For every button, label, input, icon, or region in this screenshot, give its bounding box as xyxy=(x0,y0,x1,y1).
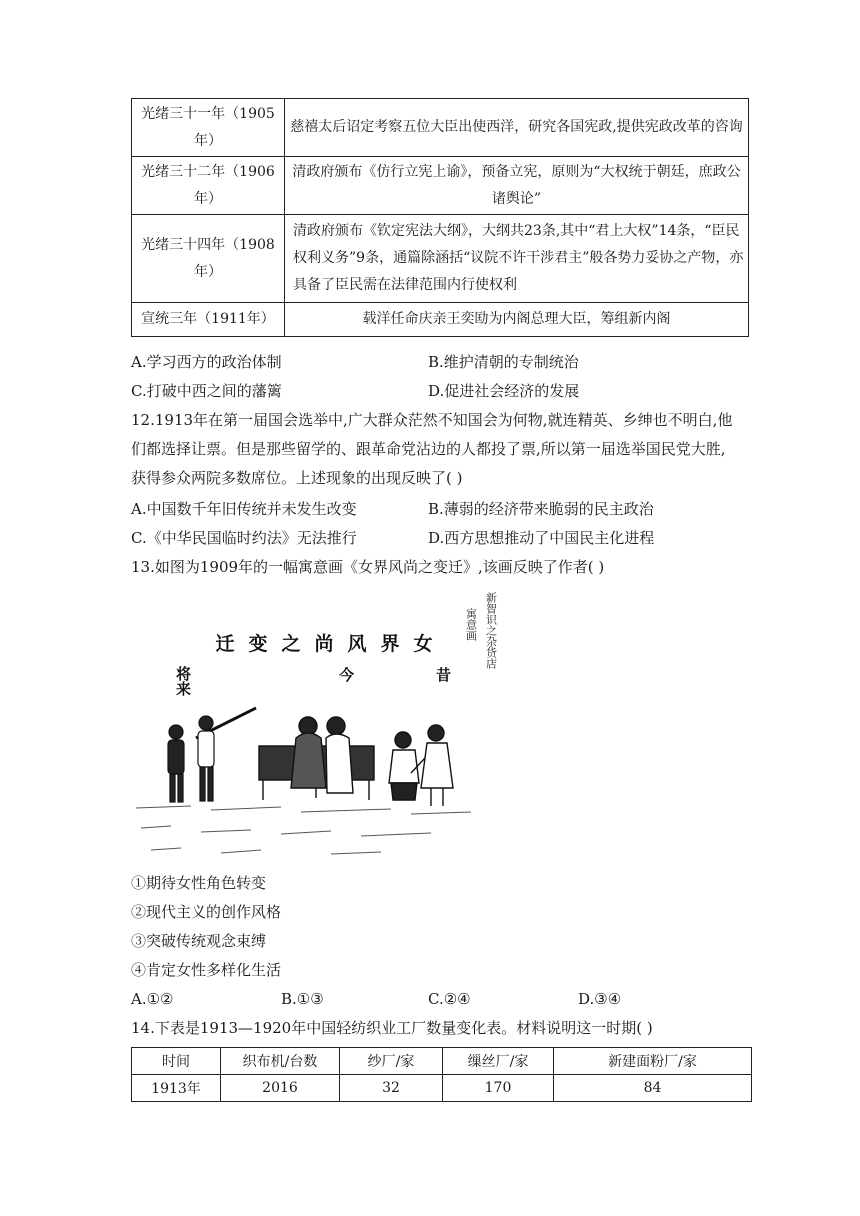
table-row xyxy=(132,215,749,303)
table-cell-event: 载洋任命庆亲王奕劻为内阁总理大臣，筹组新内阁 xyxy=(285,303,749,337)
table-row xyxy=(132,1075,752,1102)
constitution-timeline-table xyxy=(131,98,749,337)
textile-factory-table xyxy=(131,1047,752,1102)
picture-side-caption: 新智识之杂货店 xyxy=(484,592,498,669)
allegorical-picture xyxy=(131,588,501,860)
q12-option-c: C.《中华民国临时约法》无法推行 xyxy=(131,529,357,547)
q12-option-d: D.西方思想推动了中国民主化进程 xyxy=(428,529,655,547)
header-cell: 缫丝厂/家 xyxy=(443,1048,554,1075)
table-row xyxy=(132,157,749,215)
q12-option-a: A.中国数千年旧传统并未发生改变 xyxy=(131,500,357,518)
table-cell-time: 光绪三十一年（1905年） xyxy=(132,99,285,157)
table-cell-time: 宣统三年（1911年） xyxy=(132,303,285,337)
q13-option-c: C.②④ xyxy=(428,990,471,1008)
table-cell: 2016 xyxy=(221,1075,340,1102)
table-cell: 32 xyxy=(340,1075,443,1102)
figures-with-rifle xyxy=(168,708,256,802)
q12-stem-line1: 12.1913年在第一届国会选举中,广大群众茫然不知国会为何物,就连精英、乡绅也不明白,他 xyxy=(131,411,733,429)
picture-label-now: 今 xyxy=(339,666,355,684)
q14-stem: 14.下表是1913—1920年中国轻纺织业工厂数量变化表。材料说明这一时期( ) xyxy=(131,1019,653,1037)
picture-label-future: 将来 xyxy=(174,666,192,696)
picture-title: 女界风尚之变迁 xyxy=(215,633,447,655)
header-cell: 时间 xyxy=(132,1048,221,1075)
table-header-row xyxy=(132,1048,752,1075)
q13-stem: 13.如图为1909年的一幅寓意画《女界风尚之变迁》,该画反映了作者( ) xyxy=(131,558,605,576)
q11-option-a: A.学习西方的政治体制 xyxy=(131,353,282,371)
ground-strokes xyxy=(136,806,471,854)
table-cell-event: 慈禧太后诏定考察五位大臣出使西洋，研究各国宪政,提供宪政改革的咨询 xyxy=(285,99,749,157)
q13-option-b: B.①③ xyxy=(281,990,324,1008)
q11-option-c: C.打破中西之间的藩篱 xyxy=(131,382,282,400)
table-cell: 84 xyxy=(554,1075,752,1102)
header-cell: 纱厂/家 xyxy=(340,1048,443,1075)
table-cell: 170 xyxy=(443,1075,554,1102)
table-cell: 1913年 xyxy=(132,1075,221,1102)
q13-statement-3: ③突破传统观念束缚 xyxy=(131,932,267,950)
q11-option-b: B.维护清朝的专制统治 xyxy=(428,353,579,371)
bench-couple xyxy=(259,717,374,800)
q12-stem-line2: 们都选择让票。但是那些留学的、跟革命党沾边的人都投了票,所以第一届选举国民党大胜, xyxy=(131,440,726,458)
q13-statement-4: ④肯定女性多样化生活 xyxy=(131,961,282,979)
q11-option-d: D.促进社会经济的发展 xyxy=(428,382,580,400)
header-cell: 新建面粉厂/家 xyxy=(554,1048,752,1075)
table-cell-event: 清政府颁布《钦定宪法大纲》，大纲共23条,其中“君上大权”14条，“臣民权利义务”9条，通篇除涵括“议院不许干涉君主”般各势力妥协之产物，亦具备了臣民需在法律范围内行使权利 xyxy=(285,215,749,303)
picture-label-past: 昔 xyxy=(436,666,452,684)
figures-traditional xyxy=(389,725,453,806)
q13-statement-1: ①期待女性角色转变 xyxy=(131,874,267,892)
table-cell-time: 光绪三十四年（1908年） xyxy=(132,215,285,303)
picture-side-caption: 寓意画 xyxy=(464,608,478,641)
q13-statement-2: ②现代主义的创作风格 xyxy=(131,903,282,921)
table-cell-event: 清政府颁布《仿行立宪上谕》，预备立宪，原则为“大权统于朝廷，庶政公诸舆论” xyxy=(285,157,749,215)
table-row xyxy=(132,99,749,157)
q12-stem-line3: 获得参众两院多数席位。上述现象的出现反映了( ) xyxy=(131,469,463,487)
table-cell-time: 光绪三十二年（1906年） xyxy=(132,157,285,215)
table-row xyxy=(132,303,749,337)
q13-option-a: A.①② xyxy=(131,990,174,1008)
q13-option-d: D.③④ xyxy=(578,990,622,1008)
header-cell: 织布机/台数 xyxy=(221,1048,340,1075)
q12-option-b: B.薄弱的经济带来脆弱的民主政治 xyxy=(428,500,654,518)
